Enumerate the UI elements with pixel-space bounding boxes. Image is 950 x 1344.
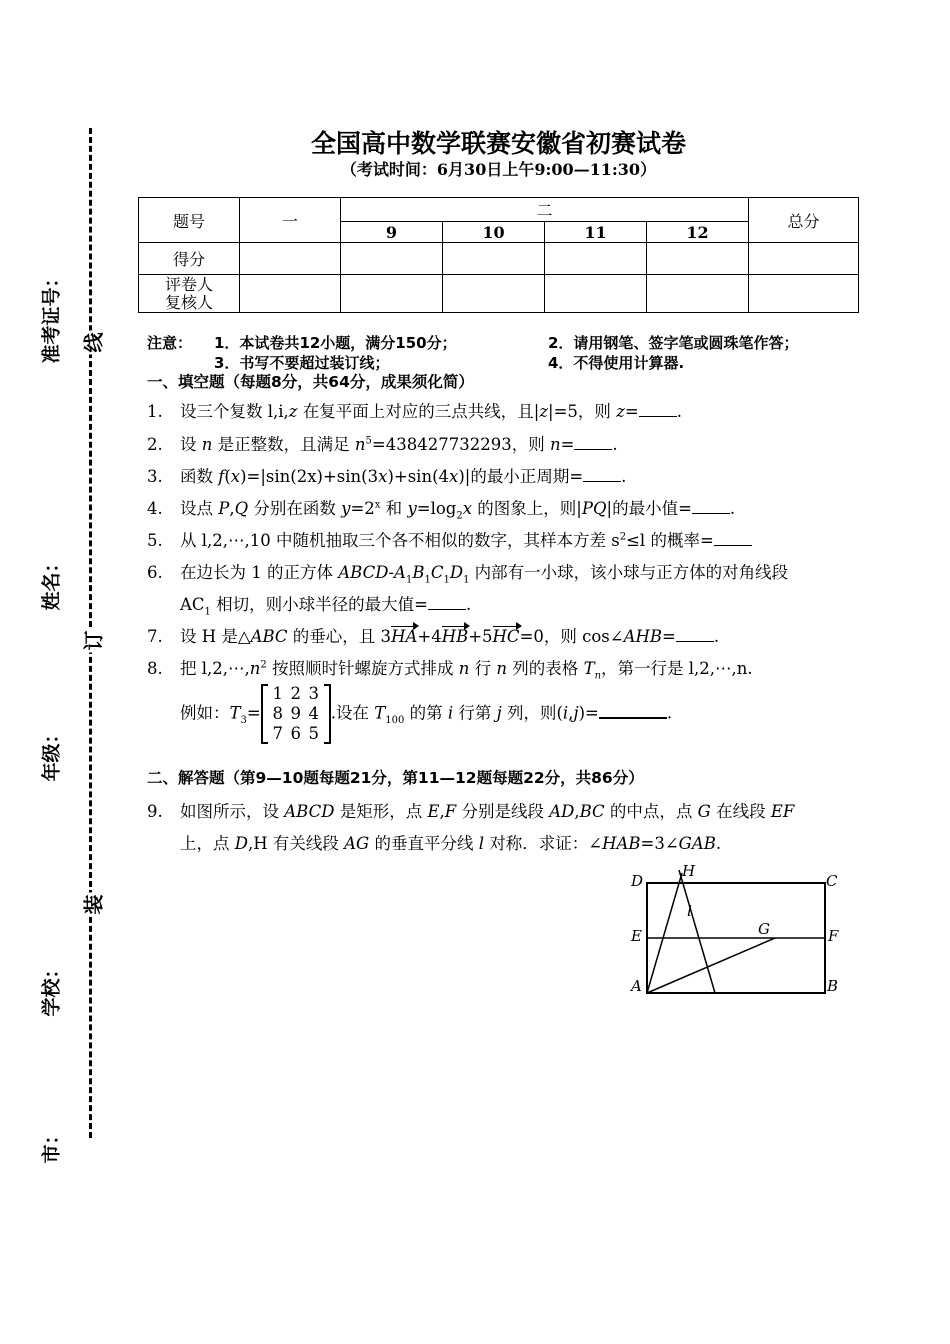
segment-ag bbox=[647, 938, 775, 993]
score-cell[interactable] bbox=[240, 243, 341, 275]
section2-heading: 二、解答题（第9—10题每题21分，第11—12题每题22分，共86分） bbox=[147, 769, 644, 787]
part1-header: 一 bbox=[240, 198, 341, 243]
question-6: 6. 在边长为 1 的正方体 ABCD-$A_1B_1C_1D_1$ 内部有一小球，该小球与正方体的对角线段 bbox=[147, 563, 789, 586]
score-cell[interactable] bbox=[647, 243, 749, 275]
grade-label: 年级： bbox=[40, 724, 63, 782]
binding-mark-staple: 订 bbox=[78, 629, 107, 653]
question-7: 7. 设 H 是△ABC 的垂心，且 3HA+4HB+5HC=0，则 cos∠AHB= . bbox=[147, 627, 720, 646]
grader-cell[interactable] bbox=[240, 275, 341, 313]
matrix-t3: 1 2 3 8 9 4 7 6 5 bbox=[261, 684, 331, 744]
label-f: F bbox=[828, 927, 839, 945]
label-g: G bbox=[758, 920, 770, 938]
question-9-continued: 上，点 D,H 有关线段 AG 的垂直平分线 l 对称．求证：∠HAB=3∠GAB. bbox=[180, 834, 722, 853]
notes-prefix: 注意： bbox=[147, 334, 193, 352]
problem-12-header: 12 bbox=[647, 222, 749, 243]
question-1: 1. 设三个复数 l,i,z 在复平面上对应的三点共线，且|z|=5，则 z= . bbox=[147, 402, 682, 421]
label-a: A bbox=[631, 977, 642, 995]
question-8-example: 例如：$T_3=$ 1 2 3 8 9 4 7 6 5 .设在 $T_{100}$ 的第 i 行第 j 列，则(i,j)= . bbox=[180, 684, 673, 743]
exam-time: （考试时间：6月30日上午9:00—11:30） bbox=[340, 160, 657, 179]
city-label: 市： bbox=[40, 1125, 63, 1164]
question-number: 5. bbox=[147, 531, 163, 550]
reviewer-label: 复核人 bbox=[164, 292, 213, 312]
question-number: 7. bbox=[147, 627, 163, 646]
question-5: 5. 从 l,2,⋯,10 中随机抽取三个各不相似的数字，其样本方差 $s^2\le l$ 的概率= bbox=[147, 527, 752, 551]
label-l: l bbox=[687, 902, 692, 920]
row-header: 题号 bbox=[139, 198, 240, 243]
school-label: 学校： bbox=[40, 959, 63, 1017]
question-4: 4. 设点 P,Q 分别在函数 $y=2^x$ 和 $y=\log_2x$ 的图象上，则|PQ|的最小值= . bbox=[147, 499, 736, 522]
question-3: 3. 函数 f(x)=|sin(2x)+sin(3x)+sin(4x)|的最小正周期= . bbox=[147, 467, 627, 486]
question-number: 9. bbox=[147, 802, 163, 821]
grader-cell[interactable] bbox=[545, 275, 647, 313]
grader-cell[interactable] bbox=[341, 275, 443, 313]
score-table bbox=[138, 197, 859, 313]
exam-number-label: 准考证号： bbox=[40, 268, 63, 364]
score-cell[interactable] bbox=[749, 243, 859, 275]
grader-cell[interactable] bbox=[647, 275, 749, 313]
binding-mark-bind: 装 bbox=[78, 893, 107, 917]
segment-ah bbox=[647, 873, 682, 993]
total-header: 总分 bbox=[749, 198, 859, 243]
note-1: 1．本试卷共12小题，满分150分； bbox=[214, 334, 457, 352]
line-l bbox=[679, 870, 715, 993]
question-9: 9. 如图所示，设 ABCD 是矩形，点 E,F 分别是线段 AD,BC 的中点，点 G 在线段 EF bbox=[147, 802, 795, 821]
score-cell[interactable] bbox=[545, 243, 647, 275]
label-e: E bbox=[631, 927, 642, 945]
label-c: C bbox=[826, 872, 838, 890]
problem-11-header: 11 bbox=[545, 222, 647, 243]
geometry-figure bbox=[620, 858, 850, 1008]
question-2: 2. 设 n 是正整数，且满足 $n^5=438427732293$，则 n= . bbox=[147, 435, 618, 454]
note-3: 3．书写不要超过装订线； bbox=[214, 354, 390, 372]
question-number: 3. bbox=[147, 467, 163, 486]
problem-9-header: 9 bbox=[341, 222, 443, 243]
grader-row-label bbox=[139, 275, 240, 313]
problem-10-header: 10 bbox=[443, 222, 545, 243]
label-d: D bbox=[631, 872, 644, 890]
note-4: 4．不得使用计算器. bbox=[548, 354, 685, 372]
score-row-label: 得分 bbox=[139, 243, 240, 275]
page-title: 全国高中数学联赛安徽省初赛试卷 bbox=[310, 129, 686, 158]
question-6-continued: $AC_1$ 相切，则小球半径的最大值= . bbox=[180, 595, 472, 618]
question-number: 2. bbox=[147, 435, 163, 454]
score-cell[interactable] bbox=[443, 243, 545, 275]
question-number: 1. bbox=[147, 402, 163, 421]
question-8: 8. 把 $l,2,\cdots,n^2$ 按照顺时针螺旋方式排成 n 行 n 列的表格 $T_n$，第一行是 l,2,⋯,n. bbox=[147, 659, 753, 682]
name-label: 姓名： bbox=[40, 553, 63, 611]
grader-cell[interactable] bbox=[443, 275, 545, 313]
grader-cell[interactable] bbox=[749, 275, 859, 313]
question-number: 6. bbox=[147, 563, 163, 582]
question-number: 8. bbox=[147, 659, 163, 678]
label-b: B bbox=[827, 977, 839, 995]
note-2: 2．请用钢笔、签字笔或圆珠笔作答； bbox=[548, 334, 799, 352]
label-h: H bbox=[682, 862, 696, 880]
binding-mark-line: 线 bbox=[78, 331, 107, 355]
question-number: 4. bbox=[147, 499, 163, 518]
section1-heading: 一、填空题（每题8分，共64分，成果须化简） bbox=[147, 373, 474, 391]
grader-label: 评卷人 bbox=[164, 274, 213, 294]
score-cell[interactable] bbox=[341, 243, 443, 275]
part2-header: 二 bbox=[341, 198, 749, 222]
